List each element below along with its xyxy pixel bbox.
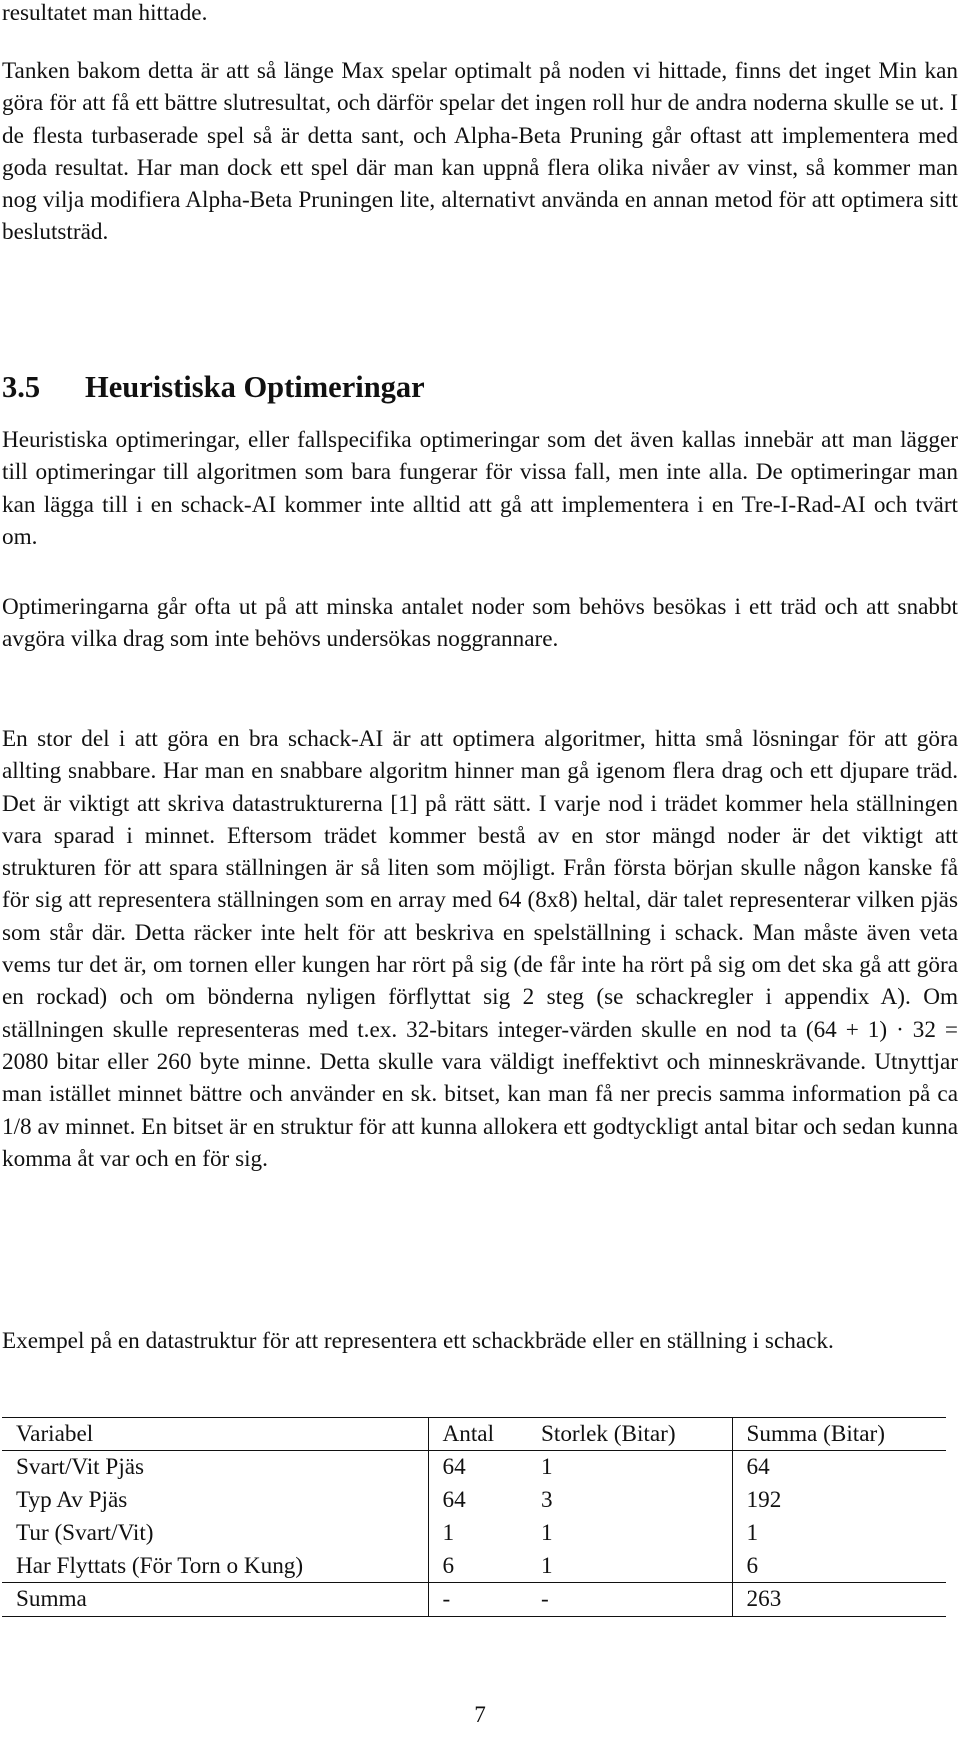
table-header-cell: Variabel <box>2 1418 428 1451</box>
table-cell: 1 <box>442 1520 455 1547</box>
table-cell: Har Flyttats (För Torn o Kung) <box>2 1550 428 1583</box>
table-row <box>2 1517 946 1550</box>
table-cell: 64 <box>442 1454 466 1481</box>
table-cell: 6 <box>746 1552 759 1579</box>
paragraph-alpha-beta-discussion: Tanken bakom detta är att så länge Max spelar optimalt på noden vi hittade, finns det inget Min kan göra för att få ett bättre slutresultat, och därför spelar det ingen roll hur de andra noderna skulle se ut. I de flesta turbaserade spel så är detta sant, och Alpha-Beta Pruning går oftast att implementera med goda resultat. Har man dock ett spel där man kan uppnå flera olika nivåer av vinst, så kommer man nog vilja modifiera Alpha-Beta Pruningen lite, alternativt använda en annan metod för att optimera sitt beslutsträd. <box>2 58 958 246</box>
table-header-cell: Storlek (Bitar) <box>527 1418 732 1451</box>
table-cell: 64 <box>442 1487 466 1514</box>
table-cell: 6 <box>442 1552 455 1579</box>
table-total-cell: Summa <box>2 1583 428 1616</box>
paragraph-heuristics-intro: Heuristiska optimeringar, eller fallspecifika optimeringar som det även kallas innebär att man lägger till optimeringar till algoritmen som bara fungerar för vissa fall, men inte alla. De optimeringar man kan lägga till i en schack-AI kommer inte alltid att gå att implementera i en Tre-I-Rad-AI och tvärt om. <box>2 427 958 550</box>
paragraph-table-intro: Exempel på en datastruktur för att representera ett schackbräde eller en ställning i schack. <box>2 1328 834 1354</box>
table-cell: Svart/Vit Pjäs <box>2 1451 428 1484</box>
table-total-cell: 263 <box>732 1583 946 1616</box>
table-total-cell: - <box>527 1583 732 1616</box>
table-row <box>2 1484 946 1517</box>
table-header-row <box>2 1418 946 1451</box>
table-cell: 192 <box>746 1487 782 1514</box>
table-total-cell: - <box>428 1583 527 1616</box>
table-cell: 1 <box>527 1517 732 1550</box>
table-total-row <box>2 1583 946 1616</box>
page-number: 7 <box>474 1702 486 1728</box>
paragraph-intro-fragment: resultatet man hittade. <box>2 0 208 26</box>
table-header-cell: Summa (Bitar) <box>732 1418 946 1451</box>
table-cell: 1 <box>527 1550 732 1583</box>
table-header-cell: Antal <box>428 1418 527 1451</box>
bit-size-table <box>2 1417 946 1617</box>
table-cell: 64 <box>746 1454 770 1481</box>
table-row <box>2 1550 946 1583</box>
section-heading <box>2 367 425 407</box>
paragraph-optimization-goal: Optimeringarna går ofta ut på att minska antalet noder som behövs besökas i ett träd och att snabbt avgöra vilka drag som inte behövs undersökas noggrannare. <box>2 594 958 653</box>
table-cell: 1 <box>746 1520 759 1547</box>
table-row <box>2 1451 946 1484</box>
section-number: 3.5 <box>2 370 41 404</box>
paragraph-data-structures: En stor del i att göra en bra schack-AI är att optimera algoritmer, hitta små lösningar för att göra allting snabbare. Har man en snabbare algoritm hinner man gå igenom flera drag och ett djupare träd. Det är viktigt att skriva datastrukturerna [1] på rätt sätt. I varje nod i trädet kommer hela ställningen vara sparad i minnet. Eftersom trädet kommer bestå av en stor mängd noder är det viktigt att strukturen för att spara ställningen är så liten som möjligt. Från första början skulle någon kanske få för sig att representera ställningen som en array med 64 (8x8) heltal, där talet representerar vilken pjäs som står där. Detta räcker inte helt för att beskriva en spelställning i schack. Man måste även veta vems tur det är, om tornen eller kungen har rört på sig (de får inte ha rört på sig om det ska gå att göra en rockad) och om bönderna nyligen förflyttat sig 2 steg (se schackregler i appendix A). Om ställningen skulle representeras med t.ex. 32-bitars integer-värden skulle en nod ta (64 + 1) · 32 = 2080 bitar eller 260 byte minne. Detta skulle vara väldigt ineffektivt och minneskrävande. Utnyttjar man istället minnet bättre och använder en sk. bitset, kan man få ner precis samma information på ca 1/8 av minnet. En bitset är en struktur för att kunna allokera ett godtyckligt antal bitar och sedan kunna komma åt var och en för sig. <box>2 726 958 1172</box>
table-cell: 3 <box>527 1484 732 1517</box>
table-cell: Tur (Svart/Vit) <box>2 1517 428 1550</box>
section-title: Heuristiska Optimeringar <box>85 370 425 404</box>
table-cell: Typ Av Pjäs <box>2 1484 428 1517</box>
table-cell: 1 <box>527 1451 732 1484</box>
